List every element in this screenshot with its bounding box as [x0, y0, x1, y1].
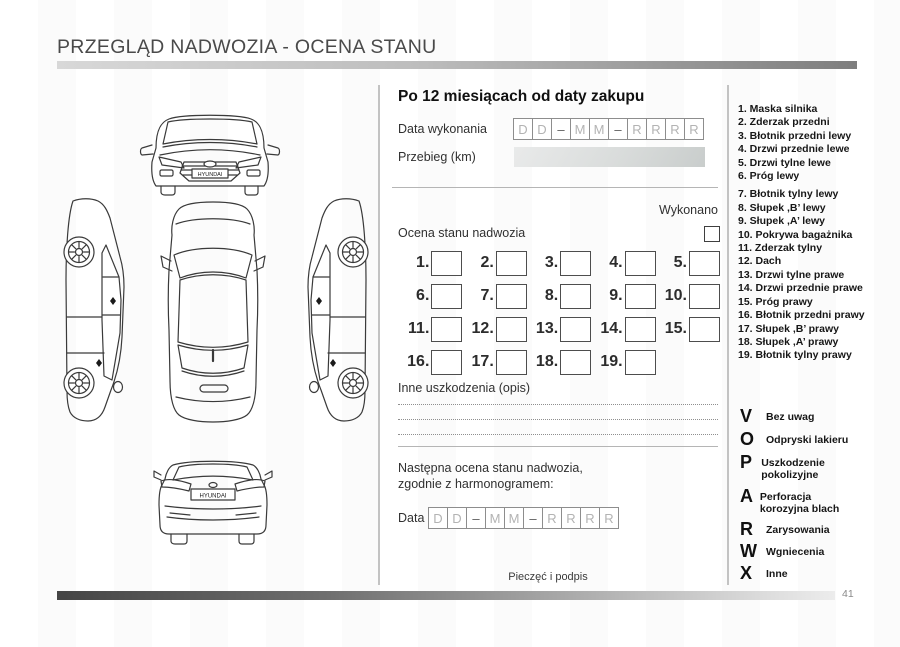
date-performed-label: Data wykonania: [398, 122, 487, 136]
damage-number-label: 5.: [673, 254, 687, 271]
part-item: 17. Słupek ,B’ prawy: [738, 322, 839, 335]
legend-label: Perforacja korozyjna blach: [759, 491, 840, 515]
parts-list: [738, 103, 878, 363]
damage-checkbox[interactable]: [560, 251, 591, 276]
part-item: 13. Drzwi tylne prawe: [738, 268, 845, 281]
date-cell[interactable]: R: [599, 507, 619, 529]
car-front-view-diagram: [141, 115, 280, 195]
mileage-input-field[interactable]: [514, 147, 705, 167]
part-item: 18. Słupek ,A’ prawy: [738, 335, 839, 348]
part-item: 19. Błotnik tylny prawy: [738, 349, 852, 362]
legend-label: Odpryski lakieru: [766, 434, 849, 446]
part-item: 1. Maska silnika: [738, 103, 818, 115]
legend-code: X: [740, 563, 753, 583]
separator-line: [398, 446, 718, 447]
legend-row: [740, 542, 862, 560]
date-cell[interactable]: D: [532, 118, 552, 140]
damage-item: [656, 250, 720, 276]
damage-item: [527, 349, 591, 375]
car-left-side-view-diagram: [64, 199, 124, 421]
car-diagrams: [55, 85, 385, 555]
date-separator-cell: –: [608, 118, 628, 140]
damage-checkbox[interactable]: [496, 317, 527, 342]
assessment-label: Ocena stanu nadwozia: [398, 226, 526, 240]
date-cell[interactable]: R: [627, 118, 647, 140]
damage-checkbox[interactable]: [625, 350, 656, 375]
separator-line: [392, 187, 718, 188]
date-separator-cell: –: [551, 118, 571, 140]
done-label: Wykonano: [659, 203, 718, 217]
done-checkbox[interactable]: [704, 226, 720, 242]
date-cell[interactable]: D: [428, 507, 448, 529]
damage-number-label: 6.: [416, 287, 430, 304]
column-divider-left: [378, 85, 380, 585]
date-cell[interactable]: D: [513, 118, 533, 140]
damage-number-label: 9.: [609, 287, 623, 304]
damage-checkbox-grid: [398, 250, 720, 375]
damage-number-label: 15.: [664, 320, 687, 337]
legend-row: [740, 453, 862, 481]
damage-item: [591, 250, 655, 276]
next-date-field: [429, 507, 619, 529]
damage-checkbox[interactable]: [689, 284, 720, 309]
damage-item: [398, 250, 462, 276]
damage-item: [462, 316, 526, 342]
legend-row: [740, 407, 862, 425]
damage-item: [591, 316, 655, 342]
part-item: 9. Słupek ,A’ lewy: [738, 215, 825, 228]
page-title: PRZEGLĄD NADWOZIA - OCENA STANU: [57, 36, 437, 58]
date-cell[interactable]: M: [589, 118, 609, 140]
damage-checkbox[interactable]: [496, 251, 527, 276]
legend-row: [740, 487, 862, 515]
damage-item: [527, 250, 591, 276]
date-cell[interactable]: R: [665, 118, 685, 140]
brand-text-rear: HYUNDAI: [199, 493, 227, 500]
damage-number-label: 18.: [535, 353, 559, 370]
damage-number-label: 13.: [535, 320, 559, 337]
damage-checkbox[interactable]: [689, 317, 720, 342]
damage-checkbox[interactable]: [625, 251, 656, 276]
damage-number-label: 16.: [407, 353, 430, 370]
next-assessment-label-line2: zgodnie z harmonogramem:: [398, 477, 554, 491]
date-cell[interactable]: M: [570, 118, 590, 140]
damage-checkbox[interactable]: [560, 350, 591, 375]
part-item: 10. Pokrywa bagażnika: [738, 228, 853, 241]
part-item: 3. Błotnik przedni lewy: [738, 129, 852, 142]
brand-text-front: HYUNDAI: [197, 172, 223, 178]
date-separator-cell: –: [466, 507, 486, 529]
legend-code: P: [740, 452, 753, 472]
legend-code: W: [740, 541, 757, 561]
date-cell[interactable]: R: [542, 507, 562, 529]
part-item: 16. Błotnik przedni prawy: [738, 309, 865, 322]
next-date-label: Data: [398, 511, 425, 525]
part-item: 5. Drzwi tylne lewe: [738, 156, 831, 169]
damage-number-label: 1.: [416, 254, 430, 271]
part-item: 2. Zderzak przedni: [738, 116, 830, 129]
damage-checkbox[interactable]: [431, 350, 462, 375]
damage-description-line[interactable]: [398, 419, 718, 420]
column-divider-right: [727, 85, 729, 585]
damage-item: [398, 316, 462, 342]
damage-number-label: 10.: [664, 287, 687, 304]
legend-label: Zarysowania: [766, 524, 830, 536]
damage-checkbox[interactable]: [625, 284, 656, 309]
damage-item: [656, 316, 720, 342]
legend-code: V: [740, 406, 753, 426]
legend-code: R: [740, 519, 753, 539]
damage-number-label: 14.: [600, 320, 623, 337]
next-assessment-label-line1: Następna ocena stanu nadwozia,: [398, 461, 583, 475]
date-cell[interactable]: D: [447, 507, 467, 529]
date-cell[interactable]: R: [561, 507, 581, 529]
damage-checkbox[interactable]: [560, 317, 591, 342]
damage-item: [462, 250, 526, 276]
legend-row: [740, 564, 862, 582]
damage-item: [656, 283, 720, 309]
damage-checkbox[interactable]: [689, 251, 720, 276]
part-item: 11. Zderzak tylny: [738, 242, 823, 255]
legend-label: Wgniecenia: [766, 546, 825, 558]
part-item: 8. Słupek ,B’ lewy: [738, 201, 826, 214]
damage-checkbox[interactable]: [431, 317, 462, 342]
part-item: 7. Błotnik tylny lewy: [738, 188, 839, 201]
legend-code: O: [740, 429, 755, 449]
legend-row: [740, 520, 862, 538]
date-cell[interactable]: R: [646, 118, 666, 140]
legend-code: A: [740, 486, 753, 506]
damage-checkbox[interactable]: [431, 284, 462, 309]
car-rear-view-diagram: [154, 461, 272, 544]
other-damage-label: Inne uszkodzenia (opis): [398, 381, 531, 395]
damage-item: [462, 349, 526, 375]
damage-number-label: 11.: [408, 320, 430, 337]
damage-number-label: 19.: [600, 353, 623, 370]
damage-description-line[interactable]: [398, 404, 718, 405]
car-right-side-view-diagram: [308, 199, 368, 421]
damage-checkbox[interactable]: [560, 284, 591, 309]
damage-item: [398, 283, 462, 309]
part-item: 12. Dach: [738, 255, 782, 268]
page-number: 41: [842, 588, 854, 600]
damage-checkbox[interactable]: [431, 251, 462, 276]
damage-number-label: 2.: [480, 254, 494, 271]
damage-number-label: 8.: [544, 287, 559, 304]
legend-row: [740, 430, 862, 448]
mileage-label: Przebieg (km): [398, 150, 476, 164]
damage-item: [462, 283, 526, 309]
damage-item: [527, 316, 591, 342]
date-cell[interactable]: M: [485, 507, 505, 529]
damage-description-line[interactable]: [398, 434, 718, 435]
date-performed-field: [514, 118, 704, 140]
date-cell[interactable]: R: [580, 507, 600, 529]
title-underline-bar: [57, 61, 857, 69]
damage-item: [591, 349, 655, 375]
date-cell[interactable]: M: [504, 507, 524, 529]
legend-label: Uszkodzenie pokolizyjne: [761, 457, 825, 481]
damage-checkbox[interactable]: [496, 350, 527, 375]
part-item: 4. Drzwi przednie lewe: [738, 143, 850, 156]
date-separator-cell: –: [523, 507, 543, 529]
part-item: 6. Próg lewy: [738, 170, 800, 183]
part-item: 14. Drzwi przednie prawe: [738, 282, 863, 295]
car-top-view-diagram: [161, 202, 265, 422]
section-heading: Po 12 miesiącach od daty zakupu: [398, 88, 645, 105]
damage-checkbox[interactable]: [625, 317, 656, 342]
damage-checkbox[interactable]: [496, 284, 527, 309]
damage-item: [527, 283, 591, 309]
damage-number-label: 7.: [480, 287, 494, 304]
damage-number-label: 3.: [544, 254, 559, 271]
damage-item: [398, 349, 462, 375]
bottom-gradient-bar: [57, 591, 835, 600]
damage-number-label: 17.: [471, 353, 494, 370]
date-cell[interactable]: R: [684, 118, 704, 140]
legend-label: Inne: [766, 568, 788, 580]
damage-item: [591, 283, 655, 309]
part-item: 15. Próg prawy: [738, 295, 813, 308]
damage-number-label: 4.: [609, 254, 623, 271]
stamp-label: Pieczęć i podpis: [508, 571, 588, 583]
damage-number-label: 12.: [471, 320, 494, 337]
legend-label: Bez uwag: [766, 411, 815, 423]
